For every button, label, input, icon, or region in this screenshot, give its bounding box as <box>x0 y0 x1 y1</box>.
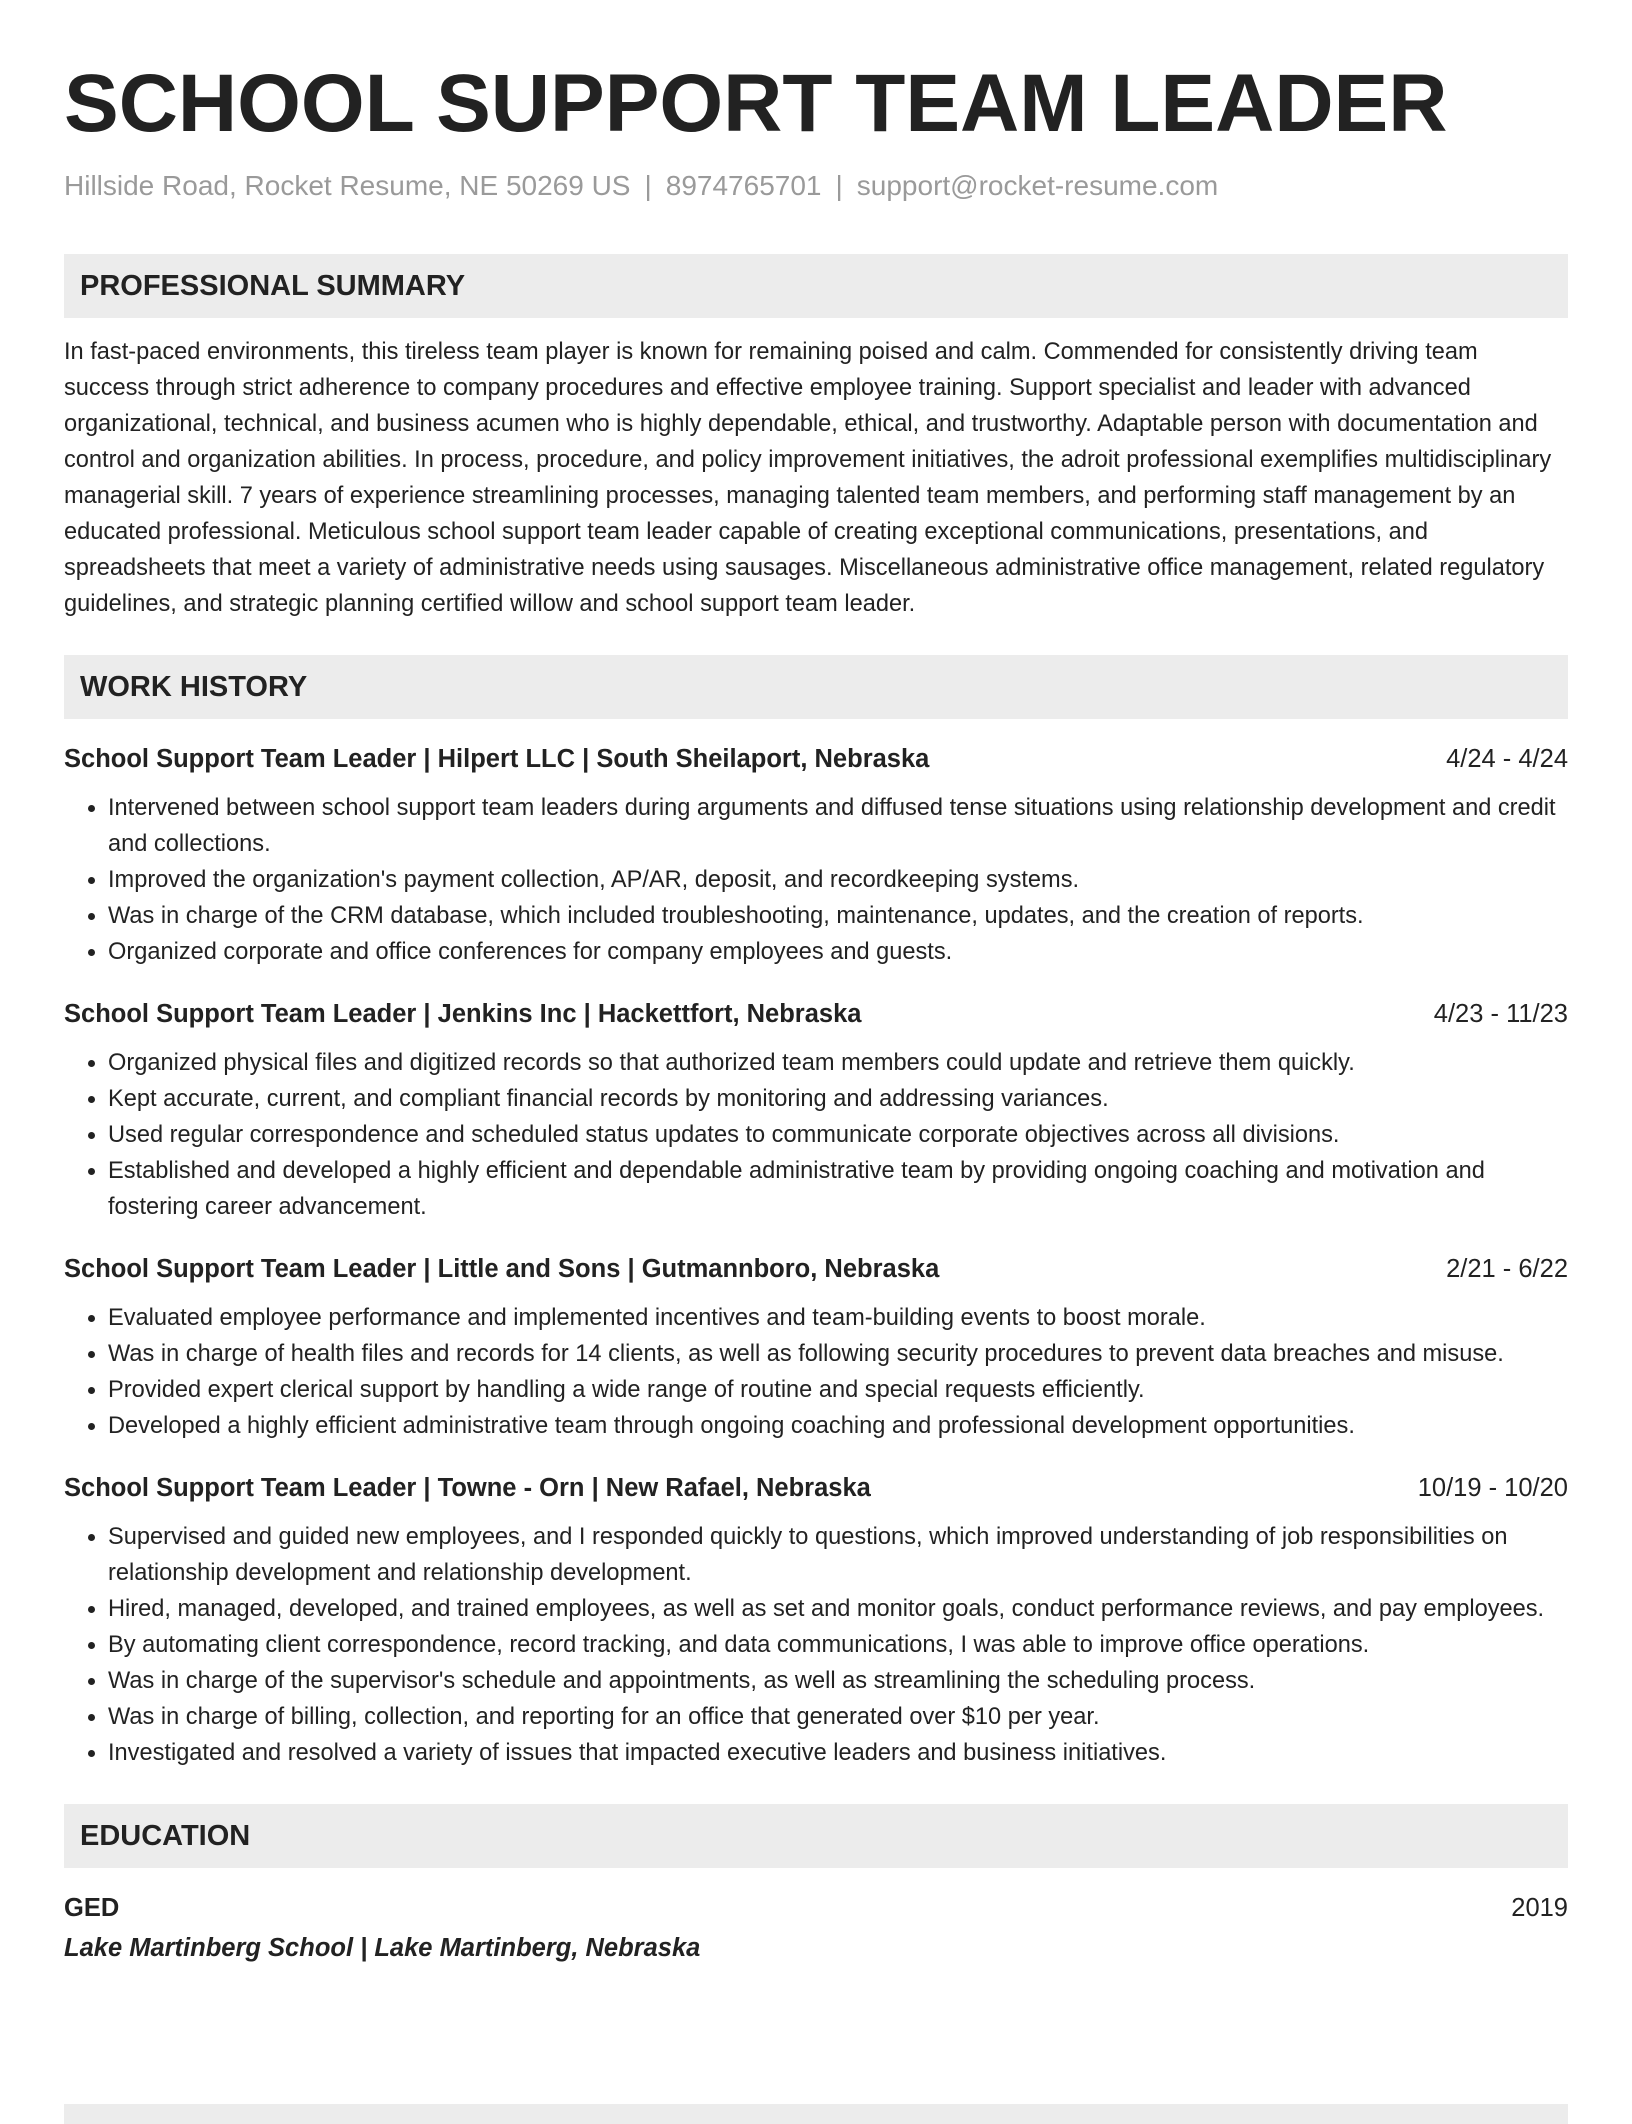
summary-text: In fast-paced environments, this tireless team player is known for remaining poised and calm. Commended for consistently driving team success through strict adherence to company procedures and effective employee training. Support specialist and leader with advanced organizational, technical, and business acumen who is highly dependable, ethical, and trustworthy. Adaptable person with documentation and control and organization abilities. In process, procedure, and policy improvement initiatives, the adroit professional exemplifies multidisciplinary managerial skill. 7 years of experience streamlining processes, managing talented team members, and performing staff management by an educated professional. Meticulous school support team leader capable of creating exceptional communications, presentations, and spreadsheets that meet a variety of administrative needs using sausages. Miscellaneous administrative office management, related regulatory guidelines, and strategic planning certified willow and school support team leader. <box>64 339 1552 617</box>
job-bullets <box>64 1300 1568 1444</box>
job-dates: 10/19 - 10/20 <box>1417 1474 1568 1502</box>
job-bullet: • Was in charge of the CRM database, which included troubleshooting, maintenance, updates, and the creation of reports. <box>108 898 1568 934</box>
section-header-summary: PROFESSIONAL SUMMARY <box>64 254 1568 318</box>
job-bullet: • Kept accurate, current, and compliant financial records by monitoring and addressing variances. <box>108 1081 1568 1117</box>
job-bullets <box>64 790 1568 970</box>
job-bullet: • Developed a highly efficient administrative team through ongoing coaching and professional development opportunities. <box>108 1408 1568 1444</box>
job-bullet: • By automating client correspondence, record tracking, and data communications, I was able to improve office operations. <box>108 1627 1568 1663</box>
contact-email: support@rocket-resume.com <box>856 170 1219 201</box>
job-header <box>64 1470 1568 1506</box>
job-entry <box>64 1470 1568 1771</box>
job-bullet: • Evaluated employee performance and implemented incentives and team-building events to boost morale. <box>108 1300 1568 1336</box>
job-header <box>64 741 1568 777</box>
job-bullet: • Was in charge of billing, collection, and reporting for an office that generated over $10 per year. <box>108 1699 1568 1735</box>
contact-line <box>64 168 1568 204</box>
job-bullet: • Investigated and resolved a variety of issues that impacted executive leaders and business initiatives. <box>108 1735 1568 1771</box>
job-title-line: School Support Team Leader | Little and Sons | Gutmannboro, Nebraska <box>64 1255 940 1283</box>
section-header-work-history: WORK HISTORY <box>64 655 1568 719</box>
job-bullet: • Improved the organization's payment collection, AP/AR, deposit, and recordkeeping systems. <box>108 862 1568 898</box>
education-year: 2019 <box>1511 1894 1568 1922</box>
next-section-header-band <box>64 2104 1568 2124</box>
job-title-line: School Support Team Leader | Hilpert LLC | South Sheilaport, Nebraska <box>64 745 930 773</box>
job-dates: 4/24 - 4/24 <box>1446 745 1568 773</box>
section-header-education: EDUCATION <box>64 1804 1568 1868</box>
job-bullet: • Used regular correspondence and scheduled status updates to communicate corporate objectives across all divisions. <box>108 1117 1568 1153</box>
job-bullet: • Was in charge of health files and records for 14 clients, as well as following security procedures to prevent data breaches and misuse. <box>108 1336 1568 1372</box>
job-bullet: • Intervened between school support team leaders during arguments and diffused tense situations using relationship development and credit and collections. <box>108 790 1568 862</box>
job-bullets <box>64 1519 1568 1771</box>
contact-address: Hillside Road, Rocket Resume, NE 50269 US <box>64 170 631 201</box>
job-header <box>64 996 1568 1032</box>
job-bullet: • Hired, managed, developed, and trained employees, as well as set and monitor goals, conduct performance reviews, and pay employees. <box>108 1591 1568 1627</box>
job-entry <box>64 741 1568 970</box>
contact-phone: 8974765701 <box>665 170 822 201</box>
job-bullet: • Was in charge of the supervisor's schedule and appointments, as well as streamlining the scheduling process. <box>108 1663 1568 1699</box>
education-entry <box>64 1890 1568 1966</box>
candidate-name: SCHOOL SUPPORT TEAM LEADER <box>64 58 1448 149</box>
job-bullet: • Organized physical files and digitized records so that authorized team members could update and retrieve them quickly. <box>108 1045 1568 1081</box>
job-entry <box>64 1251 1568 1444</box>
job-title-line: School Support Team Leader | Jenkins Inc | Hackettfort, Nebraska <box>64 1000 862 1028</box>
contact-separator: | <box>644 170 652 201</box>
job-dates: 4/23 - 11/23 <box>1433 1000 1568 1028</box>
job-dates: 2/21 - 6/22 <box>1446 1255 1568 1283</box>
education-degree: GED <box>64 1894 120 1922</box>
job-bullet: • Supervised and guided new employees, and I responded quickly to questions, which improved understanding of job responsibilities on relationship development and relationship development. <box>108 1519 1568 1591</box>
job-title-line: School Support Team Leader | Towne - Orn | New Rafael, Nebraska <box>64 1474 871 1502</box>
job-header <box>64 1251 1568 1287</box>
job-bullet: • Organized corporate and office conferences for company employees and guests. <box>108 934 1568 970</box>
job-bullets <box>64 1045 1568 1225</box>
job-entry <box>64 996 1568 1225</box>
job-bullet: • Provided expert clerical support by handling a wide range of routine and special requests efficiently. <box>108 1372 1568 1408</box>
job-bullet: • Established and developed a highly efficient and dependable administrative team by providing ongoing coaching and motivation and fostering career advancement. <box>108 1153 1568 1225</box>
contact-separator: | <box>835 170 843 201</box>
education-school: Lake Martinberg School | Lake Martinberg, Nebraska <box>64 1934 701 1962</box>
education-header <box>64 1890 1568 1926</box>
